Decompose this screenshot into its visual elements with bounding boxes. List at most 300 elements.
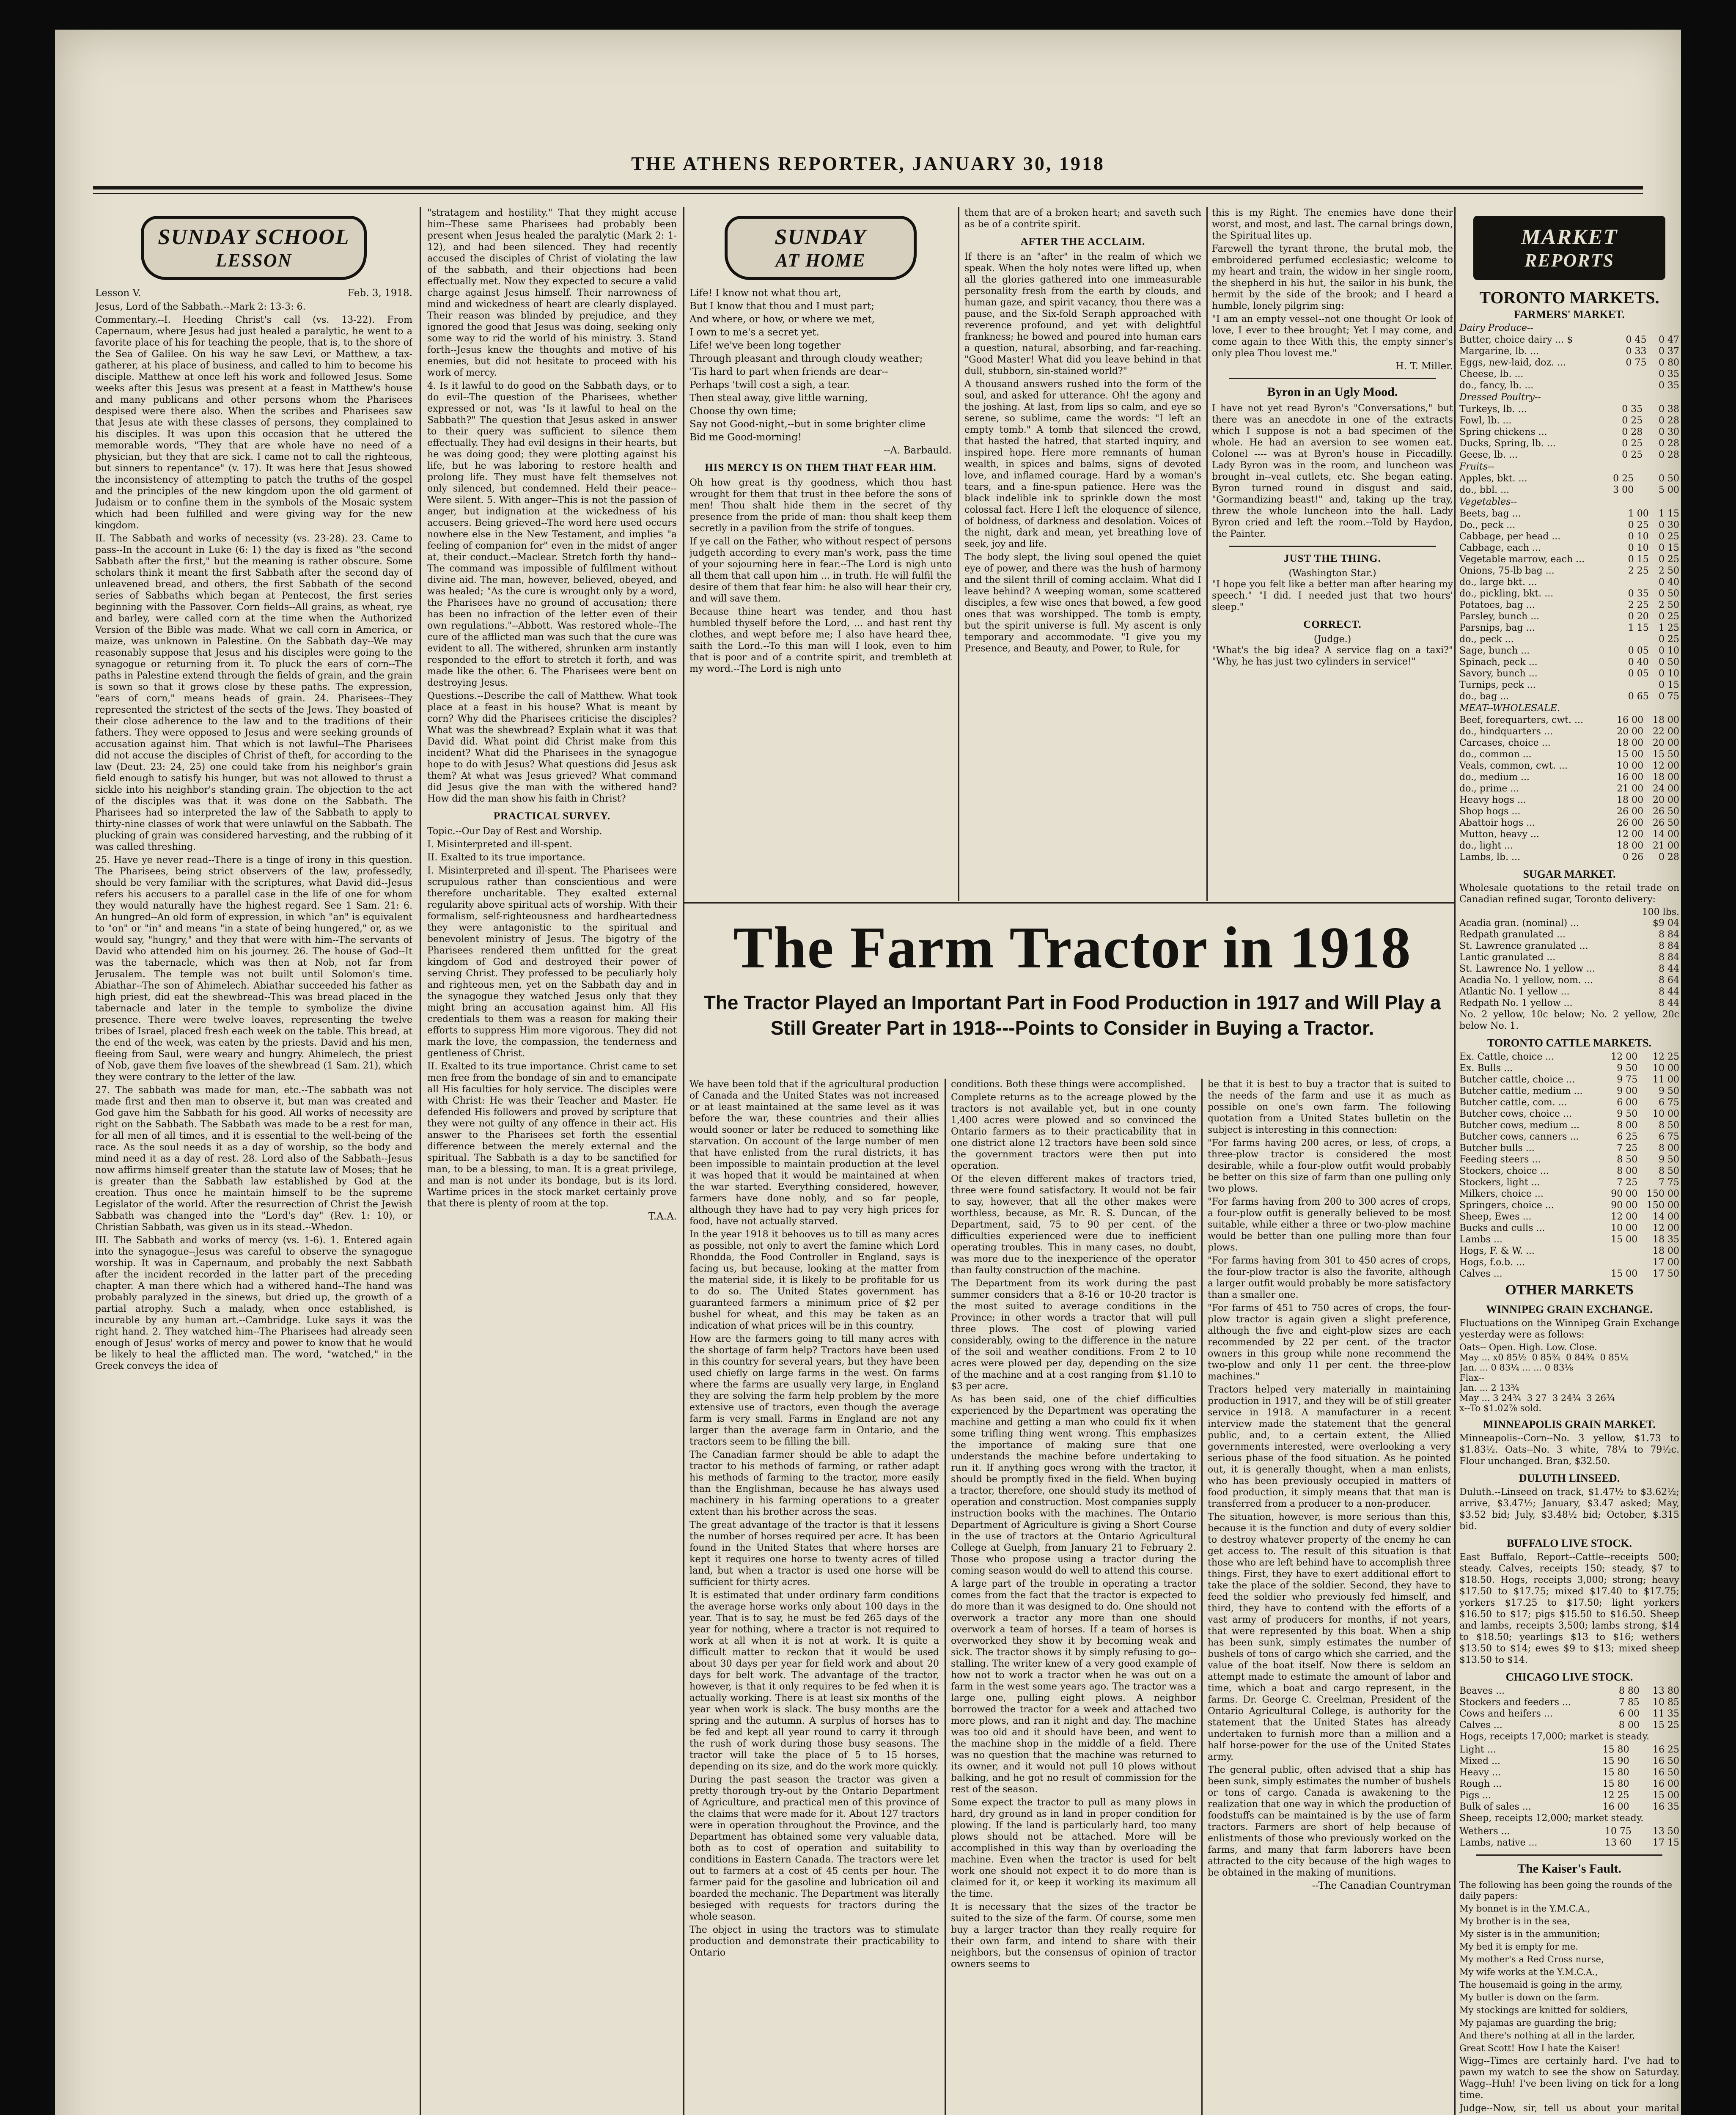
price-row (1459, 806, 1679, 817)
price-value: 10 00 (1653, 1109, 1679, 1119)
poem-line: Life! I know not what thou art, (689, 288, 841, 299)
price-value: 26 50 (1653, 806, 1679, 817)
price-value: 1 15 (1628, 623, 1649, 633)
price-value: 9 00 (1617, 1086, 1638, 1096)
price-value (1618, 679, 1648, 691)
price-row (1459, 1708, 1679, 1719)
price-item: Heavy hogs ... (1459, 795, 1526, 805)
price-item: St. Lawrence granulated ... (1459, 941, 1588, 951)
price-row (1459, 1790, 1679, 1801)
price-row (1459, 334, 1679, 346)
byron-heading: Byron in an Ugly Mood. (1267, 385, 1398, 399)
price-item: St. Lawrence No. 1 yellow ... (1459, 964, 1596, 974)
article-paragraph: During the past season the tractor was given a pretty thorough try-out by the Ontario Department of Agriculture, and practical men of this province of the claims that were made for it. About 127 tractors were in operation throughout the Province, and the Department has obtained some very valuable data, both as to cost of operation and suitability to conditions in Eastern Canada. The tractors were let out to farmers at a cost of 45 cents per hour. The farmer paid for the gasoline and lubrication oil and boarded the mechanic. The Department was literally besieged with requests for tractors during the whole season. (689, 1774, 939, 1922)
winnipeg-title: WINNIPEG GRAIN EXCHANGE. (1486, 1303, 1653, 1316)
price-row (1459, 1097, 1679, 1108)
price-value: 12 25 (1602, 1790, 1629, 1801)
article-paragraph: It is estimated that under ordinary farm conditions the average horse works only about 100 days in the year. That is to say, he must be fed 265 days of the year for nothing, where a tractor is not required to work at all when it is not at work. It is quite a difficult matter to reckon that it would be used about 30 days per year for field work and about 20 days for belt work. The advantage of the tractor, however, is that it only requires to be fed when it is actually working. There is at least six months of the year when work is slack. The busy months are the spring and the autumn. A surplus of horses has to be fed and kept all year round to carry it through the rush of work during those busy seasons. The tractor will take the place of 5 to 15 horses, depending on its size, and do the work more quickly. (689, 1590, 939, 1772)
price-item: Spinach, peck ... (1459, 657, 1538, 667)
price-value: 90 00 (1611, 1200, 1638, 1211)
price-value: 0 20 (1628, 611, 1649, 622)
price-value: 10 75 (1604, 1826, 1632, 1837)
price-item: Butcher cows, choice ... (1459, 1109, 1572, 1119)
price-row (1459, 851, 1679, 863)
price-item: Redpath No. 1 yellow ... (1459, 998, 1573, 1008)
price-value: 0 40 (1659, 577, 1679, 588)
price-row (1459, 1188, 1679, 1200)
price-value: 26 00 (1617, 806, 1644, 817)
price-item: Atlantic No. 1 yellow ... (1459, 986, 1570, 997)
price-value: 6 00 (1617, 1097, 1638, 1108)
price-item: Stockers and feeders ... (1459, 1697, 1571, 1708)
price-value: 8 00 (1617, 1120, 1638, 1131)
market-sections (1459, 323, 1679, 863)
price-row (1459, 415, 1679, 426)
minneapolis-text: Minneapolis--Corn--No. 3 yellow, $1.73 to $1.83½. Oats--No. 3 white, 78¼ to 79½c. Flour unchanged. Bran, $32.50. (1459, 1433, 1679, 1467)
price-item: Apples, bkt. ... (1459, 473, 1527, 484)
price-item: Ex. Bulls ... (1459, 1063, 1513, 1074)
price-item: Spring chickens ... (1459, 427, 1547, 437)
article-paragraph: be that it is best to buy a tractor that is suited to the needs of the farm and use it as much as possible on one's own farm. The following quotation from a United States bulletin on the subject is interesting in this connection: (1208, 1079, 1451, 1135)
market-section-table (1459, 473, 1679, 496)
price-value: $9 04 (1653, 918, 1679, 928)
poem-line: Through pleasant and through cloudy weather; (689, 353, 923, 364)
price-value: 15 00 (1653, 1790, 1679, 1801)
joke-text: "I hope you felt like a better man after hearing my speech." "I did. I needed just that two hours' sleep." (1212, 579, 1453, 613)
price-value: 22 00 (1653, 726, 1679, 737)
price-value: 14 00 (1653, 1211, 1679, 1222)
price-value: 0 15 (1628, 554, 1649, 565)
article-paragraph: We have been told that if the agricultural production of Canada and the United States was not increased or at least maintained at the same level as it was before the war, these countries and their allies would sooner or later be reduced to something like starvation. On account of the large number of men that have enlisted from the rural districts, it has been impossible to maintain production at the level it was hoped that it would be maintained at when the war started. Everything considered, however, farmers have done nobly, and so far people, although they have had to pay very high prices for food, have not actually starved. (689, 1079, 939, 1227)
price-row (1459, 426, 1679, 438)
price-value: 0 50 (1659, 657, 1679, 667)
price-value: 26 00 (1617, 818, 1644, 828)
price-value: 8 64 (1659, 975, 1679, 986)
price-item: Hogs, f.o.b. ... (1459, 1257, 1525, 1268)
price-value (1614, 380, 1647, 391)
article-paragraph: The general public, often advised that a ship has been sunk, simply estimates the number of bushels or tons of cargo. Canada is awakening to the realization that one way in which the production of foodstuffs can be maintained is by the use of farm tractors. Farmers are short of help because of enlistments of those who previously worked on the farms, and many that farm laborers have been attracted to the city because of the high wages to be obtained in the making of munitions. (1208, 1765, 1451, 1878)
price-value: 17 15 (1653, 1838, 1679, 1848)
price-item: Butcher cows, medium ... (1459, 1120, 1579, 1131)
price-value: 8 00 (1659, 1143, 1679, 1154)
price-row (1459, 449, 1679, 461)
price-item: Feeding steers ... (1459, 1154, 1541, 1165)
price-value: 0 26 (1623, 852, 1644, 862)
price-row (1459, 1154, 1679, 1165)
price-row (1459, 679, 1679, 691)
price-value: 5 00 (1659, 485, 1679, 495)
price-row (1459, 1744, 1679, 1755)
price-value: 8 44 (1659, 964, 1679, 974)
price-row (1459, 1234, 1679, 1245)
price-item: Turkeys, lb. ... (1459, 404, 1527, 415)
sunday-at-home-column (689, 207, 952, 901)
price-value: 13 60 (1604, 1838, 1632, 1848)
chicago-sheep: Sheep, receipts 12,000; market steady. (1459, 1813, 1644, 1824)
price-item: do., large bkt. ... (1459, 577, 1537, 588)
price-value: 16 00 (1617, 715, 1644, 725)
price-item: Calves ... (1459, 1720, 1503, 1730)
column-divider (1206, 207, 1208, 901)
tractor-headline: The Farm Tractor in 1918 (733, 915, 1412, 981)
poem-line: My stockings are knitted for soldiers, (1459, 2005, 1628, 2015)
cattle-table (1459, 1051, 1679, 1280)
article-paragraph: Complete returns as to the acreage plowed by the tractors is not available yet, but in one county 1,400 acres were plowed and so convinced the Ontario farmers as to their practicability that in one district alone 12 tractors have been sold since the government tractors were then put into operation. (951, 1092, 1196, 1171)
market-reports-column (1459, 207, 1679, 2115)
price-item: Cows and heifers ... (1459, 1708, 1553, 1719)
price-row (1459, 1165, 1679, 1177)
price-value: 16 00 (1653, 1779, 1679, 1789)
price-value: 0 25 (1659, 634, 1679, 645)
price-item: Savory, bunch ... (1459, 668, 1538, 679)
price-row (1459, 1063, 1679, 1074)
other-markets-title: OTHER MARKETS (1505, 1282, 1634, 1298)
price-value: 1 25 (1659, 623, 1679, 633)
price-item: Margarine, lb. ... (1459, 346, 1539, 357)
price-row (1459, 1685, 1679, 1697)
price-value: 13 80 (1653, 1686, 1679, 1696)
survey-point: I. Misinterpreted and ill-spent. The Pharisees were scrupulous rather than conscientious and were therefore uncharitable. They exalted external regularity above spiritual acts of worship. With their formalism, self-righteousness and hardheartedness they were antagonistic to the spiritual and benevolent ministry of Jesus. The bigotry of the Pharisees rendered them unfitted for the great kingdom of God and destroyed their power of serving Christ. They professed to be peculiarly holy and righteous men, yet on the Sabbath day and in the synagogue they watched Jesus only that they might bring an accusation against him. All His credentials to them was a reason for making their efforts to suppress Him more vigorous. They did not mark the love, the compassion, the tenderness and gentleness of Christ. (427, 865, 677, 1059)
price-item: Onions, 75-lb bag ... (1459, 566, 1555, 576)
price-item: Acadia gran. (nominal) ... (1459, 918, 1579, 928)
price-item: Milkers, choice ... (1459, 1189, 1544, 1199)
price-item: Parsley, bunch ... (1459, 611, 1540, 622)
tractor-subhead: The Tractor Played an Important Part in Food Production in 1917 and Will Play a Still Greater Part in 1918---Points to Consider in Buying a Tractor. (703, 992, 1441, 1039)
price-value: 18 00 (1617, 795, 1644, 805)
price-item: Butcher cows, canners ... (1459, 1132, 1579, 1142)
signature: H. T. Miller. (1395, 361, 1453, 372)
article-paragraph: In the year 1918 it behooves us to till as many acres as possible, not only to avert the famine which Lord Rhondda, the Food Controller in England, says is facing us, but because, looking at the matter from the material side, it is likely to be profitable for us to do so. The United States government has guaranteed farmers a minimum price of $2 per bushel for wheat, and this may be taken as an indication of what prices will be in this country. (689, 1229, 939, 1331)
article-paragraph: The object in using the tractors was to stimulate production and demonstrate their practicability to Ontario (689, 1925, 939, 1958)
price-row (1459, 380, 1679, 391)
price-value: 0 75 (1626, 357, 1647, 368)
survey-topic: Topic.--Our Day of Rest and Worship. (427, 826, 602, 837)
poem-line: My bonnet is in the Y.M.C.A., (1459, 1904, 1590, 1914)
price-value: 0 28 (1622, 427, 1643, 437)
price-value: 0 10 (1628, 543, 1649, 553)
survey-point: II. Exalted to its true importance. (427, 852, 585, 863)
chicago-hogs: Hogs, receipts 17,000; market is steady. (1459, 1731, 1650, 1742)
price-item: Lambs ... (1459, 1234, 1503, 1245)
divider (1476, 1854, 1662, 1856)
price-value: 0 10 (1659, 645, 1679, 656)
price-value: 18 00 (1617, 841, 1644, 851)
column-divider (945, 1079, 946, 2115)
price-value: 15 50 (1653, 749, 1679, 760)
poem-line: My brother is in the sea, (1459, 1916, 1570, 1926)
price-row (1459, 1143, 1679, 1154)
price-value: 7 85 (1618, 1697, 1640, 1708)
market-section-heading: Fruits-- (1459, 461, 1494, 472)
price-row (1459, 1755, 1679, 1767)
price-value: 0 40 (1628, 657, 1649, 667)
price-value: 12 25 (1653, 1052, 1679, 1062)
price-value: 2 50 (1659, 600, 1679, 610)
lesson-meta (95, 288, 412, 299)
article-paragraph: A large part of the trouble in operating a tractor comes from the fact that the tractor is expected to do more than it was designed to do. One should not overwork a tractor any more than one should overwork a team of horses. If a team of horses is overworked they show it by becoming weak and sick. The tractor shows it by simply refusing to go--stalling. The writer knew of a very good example of how not to work a tractor when he was out on a farm in the west some years ago. The tractor was a large one, pulling eight plows. A neighbor borrowed the tractor for a week and attached two more plows, and ran it night and day. The machine was too old and it should have been, and went to the machine shop in the middle of a field. There was no question that the machine was returned to its owner, and it would not pull 10 plows without balking, and he got no result of commission for the rest of the season. (951, 1579, 1196, 1795)
price-item: Veals, common, cwt. ... (1459, 761, 1568, 771)
badge-subtitle: AT HOME (775, 250, 866, 271)
buffalo-title: BUFFALO LIVE STOCK. (1507, 1537, 1632, 1549)
cattle-market-title: TORONTO CATTLE MARKETS. (1487, 1037, 1651, 1049)
winnipeg-intro: Fluctuations on the Winnipeg Grain Exchange yesterday were as follows: (1459, 1318, 1679, 1340)
market-section-table (1459, 508, 1679, 702)
poem-line: Life! we've been long together (689, 340, 841, 351)
price-value (1618, 577, 1648, 588)
kaiser-heading: The Kaiser's Fault. (1517, 1862, 1621, 1876)
sunday-at-home-badge (725, 216, 917, 280)
price-row (1459, 726, 1679, 737)
price-row (1459, 794, 1679, 806)
winnipeg-row: May ... 3 24¾ 3 27 3 24¾ 3 26¾ (1459, 1393, 1615, 1403)
sugar-table (1459, 917, 1679, 1009)
article-paragraph: "I am an empty vessel--not one thought Or look of love, I ever to thee brought; Yet I may come, and come again to thee With this, the empty sinner's only plea Thou lovest me." (1212, 314, 1453, 359)
price-value: 0 45 (1626, 335, 1647, 345)
price-value: 24 00 (1653, 783, 1679, 794)
article-paragraph: A thousand answers rushed into the form of the soul, and asked for utterance. Oh! the agony and the joshing. At last, from lips so calm, and eye so serene, so sublime, came the words: "I left an empty tomb." A tomb that silenced the crowd, that hasted the hatred, that started inquiry, and inspired hope. Here more remnants of human wealth, in spices and balms, signs of devoted love, and inflamed courage. Hard by a woman's tears, and a fine-spun patience. Here was the black indelible ink to sprinkle down the most colossal fact. Here I left the eloquence of silence, of boldness, of darkness and desolation. Voices of the night, dark and mean, yet breathing love of seek, joy and life. (964, 379, 1201, 549)
price-row (1459, 917, 1679, 929)
price-value: 26 50 (1653, 818, 1679, 828)
price-item: Bulk of sales ... (1459, 1802, 1531, 1812)
poem-line: The following has been going the rounds of the daily papers: (1459, 1880, 1673, 1901)
badge-title: MARKET (1521, 225, 1618, 249)
price-value: 0 75 (1659, 691, 1679, 702)
price-item: Light ... (1459, 1744, 1496, 1755)
poem-line: I own to me's a secret yet. (689, 327, 819, 338)
price-row (1459, 1131, 1679, 1143)
price-value: 9 75 (1617, 1074, 1638, 1085)
price-item: Lambs, native ... (1459, 1838, 1538, 1848)
price-value: 16 00 (1617, 772, 1644, 783)
poem-line: My bed it is empty for me. (1459, 1942, 1578, 1952)
price-item: Butter, choice dairy ... $ (1459, 335, 1573, 345)
price-value: 15 80 (1602, 1779, 1629, 1789)
price-value: 8 50 (1617, 1154, 1638, 1165)
article-paragraph: III. The Sabbath and works of mercy (vs. 1-6). 1. Entered again into the synagogue--Jesus was careful to observe the synagogue worship. It was in Capernaum, and probably the next Sabbath after the incident recorded in the latter part of the preceding chapter. A man there which had a withered hand--The hand was probably paralyzed in the sinews, but dried up, the growth of a partial atrophy. Such a malady, when once established, is incurable by any human art.--Cambridge. Luke says it was the right hand. 2. They watched him--The Pharisees had already seen enough of Jesus' works of mercy and power to know that he would be likely to heal the afflicted man. The word, "watched," in the Greek conveys the idea of (95, 1235, 412, 1371)
article-paragraph: Questions.--Describe the call of Matthew. What took place at a feast in his house? What is meant by corn? Why did the Pharisees criticise the disciples? What was the shewbread? Explain what it was that David did. What point did Christ make from this incident? What did the Pharisees in the synagogue hope to do with Jesus? What questions did Jesus ask them? At what was Jesus grieved? What command did Jesus give the man with the withered hand? How did the man show his faith in Christ? (427, 691, 677, 804)
price-item: Springers, choice ... (1459, 1200, 1554, 1211)
price-value: 8 84 (1659, 929, 1679, 940)
price-item: Acadia No. 1 yellow, nom. ... (1459, 975, 1593, 986)
acclaim-column (964, 207, 1201, 901)
price-value: 3 00 (1613, 485, 1634, 495)
price-row (1459, 840, 1679, 851)
price-value: 15 25 (1653, 1720, 1679, 1730)
price-item: Mixed ... (1459, 1756, 1501, 1766)
price-value: 7 75 (1659, 1177, 1679, 1188)
poem-line: My mother's a Red Cross nurse, (1459, 1954, 1604, 1964)
price-row (1459, 611, 1679, 622)
price-item: Potatoes, bag ... (1459, 600, 1535, 610)
price-value: 15 80 (1602, 1744, 1629, 1755)
poem-line: My sister is in the ammunition; (1459, 1929, 1600, 1939)
price-value: 10 85 (1653, 1697, 1679, 1708)
masthead: THE ATHENS REPORTER, JANUARY 30, 1918 (631, 153, 1105, 174)
duluth-title: DULUTH LINSEED. (1519, 1472, 1620, 1484)
duluth-text: Duluth.--Linseed on track, $1.47½ to $3.62½; arrive, $3.47½; January, $3.47 asked; May, $3.52 bid; July, $3.48½ bid; October, $.315 bid. (1459, 1487, 1679, 1532)
price-item: Beets, bag ... (1459, 508, 1521, 519)
article-paragraph: If there is an "after" in the realm of which we speak. When the holy notes were lifted up, when all the glories gathered into one immeasurable personality fresh from the earth by clouds, and human gaze, and spirit vacancy, thou there was a pause, and the Six-fold Seraph approached with reverence profound, and yet with delightful frankness; he bowed and poured into human ears a question, natural, absorbing, and far-reaching. "Good Master! What did you leave behind in that dull, stubborn, sin-stained world?" (964, 252, 1201, 376)
price-value (1614, 368, 1647, 380)
article-paragraph: this is my Right. The enemies have done their worst, and most, and last. The carnal brings down, the Spiritual lites up. (1212, 208, 1453, 241)
sunday-school-column (95, 207, 412, 2115)
price-value: 21 00 (1617, 783, 1644, 794)
article-paragraph: "For farms having 200 acres, or less, of crops, a three-plow tractor is considered the most desirable, while a four-plow outfit would probably be better on this size of farm than one pulling only two plows. (1208, 1138, 1451, 1194)
price-row (1459, 577, 1679, 588)
masthead-rule (93, 186, 1643, 190)
price-value: 8 50 (1659, 1166, 1679, 1176)
article-paragraph: The Canadian farmer should be able to adapt the tractor to his methods of farming, or rather adapt his methods of farming to the tractor, more easily than the Englishman, because he has always used machinery in his farming operations to a greater extent than his brother across the seas. (689, 1450, 939, 1517)
price-row (1459, 473, 1679, 484)
price-item: do., bag ... (1459, 691, 1509, 702)
price-value: 8 80 (1618, 1686, 1640, 1696)
price-item: do., bbl. ... (1459, 485, 1510, 495)
chicago-title: CHICAGO LIVE STOCK. (1505, 1671, 1633, 1683)
winnipeg-row: Jan. ... 0 83¼ ... ... 0 83⅛ (1459, 1362, 1573, 1373)
article-paragraph: conditions. Both these things were accomplished. (951, 1079, 1186, 1090)
price-value (1618, 634, 1648, 645)
price-item: Wethers ... (1459, 1826, 1510, 1837)
price-value: 0 05 (1628, 668, 1649, 679)
price-row (1459, 484, 1679, 496)
source-credit: (Judge.) (1313, 634, 1351, 645)
price-item: do., light ... (1459, 841, 1514, 851)
price-item: do., fancy, lb. ... (1459, 380, 1534, 391)
price-value: 9 50 (1617, 1109, 1638, 1119)
price-value: 0 80 (1659, 357, 1679, 368)
article-paragraph: The Department from its work during the past summer considers that a 8-16 or 10-20 tractor is the most suited to average conditions in the Province; in other words a tractor that will pull three plows. The cost of plowing varied considerably, owing to the difference in the nature of the soil and weather conditions. From 2 to 10 acres were plowed per day, depending on the size of the machine and at a cost ranging from $1.10 to $3 per acre. (951, 1278, 1196, 1392)
acclaim-heading: AFTER THE ACCLAIM. (1020, 236, 1145, 247)
price-item: Butcher bulls ... (1459, 1143, 1535, 1154)
price-value: 0 25 (1659, 531, 1679, 542)
price-value: 2 25 (1628, 566, 1649, 576)
price-item: Calves ... (1459, 1269, 1503, 1279)
article-credit: --The Canadian Countryman (1312, 1880, 1451, 1891)
price-value: 16 50 (1653, 1756, 1679, 1766)
price-value: 0 35 (1628, 588, 1649, 599)
price-value: 14 00 (1653, 829, 1679, 840)
price-value: 10 00 (1617, 761, 1644, 771)
price-value: 18 00 (1653, 1246, 1679, 1256)
market-section-table (1459, 714, 1679, 863)
article-paragraph: Oh how great is thy goodness, which thou hast wrought for them that trust in thee before the sons of men! Thou shalt hide them in the secret of thy presence from the pride of man: thou shalt keep them secretly in a pavilion from the strife of tongues. (689, 478, 952, 534)
price-value: 12 00 (1653, 761, 1679, 771)
price-value: 9 50 (1617, 1063, 1638, 1074)
article-paragraph: Some expect the tractor to pull as many plows in hard, dry ground as in land in proper condition for plowing. If the land is particularly hard, too many plows should not be attached. More will be accomplished in this way than by overloading the machine. Even when the tractor is used for belt work one should not expect it to do more than is claimed for it, or keep it working its maximum all the time. (951, 1797, 1196, 1899)
price-item: Cheese, lb. ... (1459, 369, 1524, 379)
poem-line: Then steal away, give little warning, (689, 393, 868, 404)
masthead-rule-thin (93, 193, 1643, 194)
divider (1229, 378, 1436, 379)
price-value: 18 00 (1653, 772, 1679, 783)
price-row (1459, 997, 1679, 1009)
price-value: 2 50 (1659, 566, 1679, 576)
price-item: Stockers, light ... (1459, 1177, 1540, 1188)
price-value: 16 25 (1653, 1744, 1679, 1755)
tractor-column-3 (1208, 1079, 1451, 2115)
price-value: 0 37 (1659, 346, 1679, 357)
just-the-thing-heading: JUST THE THING. (1284, 553, 1381, 564)
price-value: 6 75 (1659, 1132, 1679, 1142)
price-row (1459, 519, 1679, 531)
mercy-heading: HIS MERCY IS ON THEM THAT FEAR HIM. (705, 462, 937, 473)
price-item: Redpath granulated ... (1459, 929, 1566, 940)
price-row (1459, 542, 1679, 554)
price-row (1459, 1826, 1679, 1837)
joke-text: Wigg--Times are certainly hard. I've had to pawn my watch to see the show on Saturday. Wagg--Huh! I've been living on tick for a long time. (1459, 2056, 1679, 2101)
farmers-market-title: FARMERS' MARKET. (1514, 308, 1625, 321)
price-value: 8 84 (1659, 941, 1679, 951)
price-row (1459, 737, 1679, 749)
price-row (1459, 1177, 1679, 1188)
price-row (1459, 940, 1679, 952)
price-item: Butcher cattle, com. ... (1459, 1097, 1567, 1108)
price-value: 8 84 (1659, 952, 1679, 963)
price-item: Sage, bunch ... (1459, 645, 1530, 656)
price-value: 20 00 (1653, 738, 1679, 748)
article-paragraph: 25. Have ye never read--There is a tinge of irony in this question. The Pharisees, being strict observers of the law, professedly, should be very familiar with the scriptures, what David did--Jesus refers his accusers to a parallel case in the life of one for whom they would naturally have the highest regard. See 1 Sam. 21: 6. An hungred--An old form of expression, in which "an" is equivalent to "on" or "in" and means "in a state of being hungered," or, as we would say, "hungry," and they that were with him--The servants of David who attended him on his journey. 26. The house of God--It was the tabernacle, which was then at Nob, not far from Jerusalem. The temple was not built until Solomon's time. Abiathar--The son of Ahimelech. Abiathar succeeded his father as high priest, did eat the shewbread--This was bread placed in the tabernacle and later in the temple to symbolize the divine presence. There were twelve loaves, representing the twelve tribes of Israel, placed fresh each week on the table. This bread, at the end of the week, was eaten by the priests. David and his men, fleeing from Saul, were weary and hungry. Ahimelech, the priest of Nob, gave them five loaves of the shewbread (1 Sam. 21), which they were contrary to the letter of the law. (95, 855, 412, 1082)
chicago-hogs-table (1459, 1744, 1679, 1813)
price-row (1459, 929, 1679, 940)
price-item: Ducks, Spring, lb. ... (1459, 438, 1556, 449)
lesson-number: Lesson V. (95, 288, 141, 299)
poem-line: My pajamas are guarding the brig; (1459, 2018, 1617, 2028)
sunday-school-continued-column (427, 207, 677, 2115)
sugar-intro: Wholesale quotations to the retail trade on Canadian refined sugar, Toronto delivery: (1459, 883, 1679, 905)
kaiser-poem (1459, 1879, 1679, 2054)
price-row (1459, 714, 1679, 726)
article-paragraph: II. The Sabbath and works of necessity (vs. 23-28). 23. Came to pass--In the account in Luke (6: 1) the day is fixed as "the second Sabbath after the first," but the meaning is rather obscure. Some scholars think it meant the first Sabbath after the second day of unleavened bread, and others, the first Sabbath of the second series of Sabbaths which began at Pentecost, the first series beginning with the Passover. Corn fields--All grains, as wheat, rye and barley, were called corn at the time when the Authorized Version of the Bible was made. What we call corn in America, or maize, was unknown in Palestine. On the Sabbath day--We may reasonably suppose that Jesus and his disciples were going to the synagogue or returning from it. To pluck the ears of corn--The paths in Palestine extend through the fields of grain, and the grain is sown so that it grows close by these paths. The expression, "ears of corn," means heads of grain. 24. Pharisees--They represented the strictest of the sects of the Jews. They boasted of their close adherence to the law and to the traditions of their fathers. They were opposed to Jesus and were seeking grounds of accusation against him. That which is not lawful--The Pharisees did not accuse the disciples of Christ of theft, for according to the law (Deut. 23: 24, 25) one could take from his neighbor's grain field enough to satisfy his hunger, but was not allowed to thrust a sickle into his neighbor's standing grain. The objection to the act of the disciples was that it was done on the Sabbath. The Pharisees had so interpreted the law of the Sabbath to apply to thirty-nine classes of work that were unlawful on the Sabbath. The plucking of grain was considered harvesting, and the rubbing of it was called threshing. (95, 533, 412, 852)
price-row (1459, 1074, 1679, 1085)
price-row (1459, 588, 1679, 599)
price-row (1459, 1778, 1679, 1790)
price-row (1459, 438, 1679, 449)
winnipeg-note: x--To $1.02⅞ sold. (1459, 1403, 1542, 1413)
price-item: do., pickling, bkt. ... (1459, 588, 1554, 599)
poem-line: And there's nothing at all in the larder, (1459, 2030, 1635, 2041)
price-item: Cabbage, each ... (1459, 543, 1541, 553)
price-item: Abattoir hogs ... (1459, 818, 1535, 828)
price-item: Shop hogs ... (1459, 806, 1521, 817)
poem-line: Say not Good-night,--but in some brighter clime (689, 419, 926, 430)
price-item: Stockers, choice ... (1459, 1166, 1549, 1176)
column-divider (683, 207, 684, 2115)
price-row (1459, 1767, 1679, 1778)
poem-line: Perhaps 'twill cost a sigh, a tear. (689, 379, 850, 390)
price-row (1459, 622, 1679, 634)
price-value: 0 25 (1622, 415, 1643, 426)
column-divider (1201, 1079, 1203, 2115)
price-value: 8 00 (1617, 1166, 1638, 1176)
price-value: 0 05 (1628, 645, 1649, 656)
badge-subtitle: LESSON (215, 250, 292, 271)
price-row (1459, 346, 1679, 357)
price-item: Heavy ... (1459, 1767, 1501, 1778)
price-value: 12 00 (1617, 829, 1644, 840)
price-value: 0 50 (1659, 473, 1679, 484)
price-item: Pigs ... (1459, 1790, 1492, 1801)
price-value (1603, 1257, 1638, 1268)
price-value: 11 35 (1653, 1708, 1679, 1719)
price-row (1459, 357, 1679, 368)
article-paragraph: Farewell the tyrant throne, the brutal mob, the embroidered perfumed ecclesiastic; welcome to my heart and train, the widow in her single room, the shepherd in his hut, the sailor in his bunk, the hermit by the side of the brook; and I heard a humble, lonely pilgrim sing: (1212, 244, 1453, 311)
minneapolis-title: MINNEAPOLIS GRAIN MARKET. (1483, 1418, 1656, 1431)
price-row (1459, 691, 1679, 702)
price-value: 6 75 (1659, 1097, 1679, 1108)
price-value: 0 50 (1659, 588, 1679, 599)
article-paragraph: 4. Is it lawful to do good on the Sabbath days, or to do evil--The question of the Pharisees, whether expressed or not, was "Is it lawful to heal on the Sabbath?" The question that Jesus asked in answer to their query was sufficient to silence them effectually. They had evil designs in their hearts, but he was doing good; they were plotting against his life, but he was laboring to restore health and prolong life. They must have felt themselves not only silenced, but condemned. Held their peace--Were silent. 5. With anger--This is not the passion of anger, but indignation at the wickedness of his accusers. Being grieved--The word here used occurs nowhere else in the New Testament, and implies "a feeling of companion for" even in the midst of anger at, their conduct.--Maclear. Stretch forth thy hand--The command was impossible of fulfilment without divine aid. The man, however, believed, obeyed, and was healed; "As the cure is wrought only by a word, the Pharisees have no ground of accusation; there has been no infraction of the letter even of their own regulations."--Abbott. Was restored whole--The cure of the afflicted man was such that the cure was evident to all. The withered, shrunken arm instantly responded to the effort to stretch it forth, and was made like the other. 6. The Pharisees were bent on destroying Jesus. (427, 381, 677, 688)
price-row (1459, 368, 1679, 380)
